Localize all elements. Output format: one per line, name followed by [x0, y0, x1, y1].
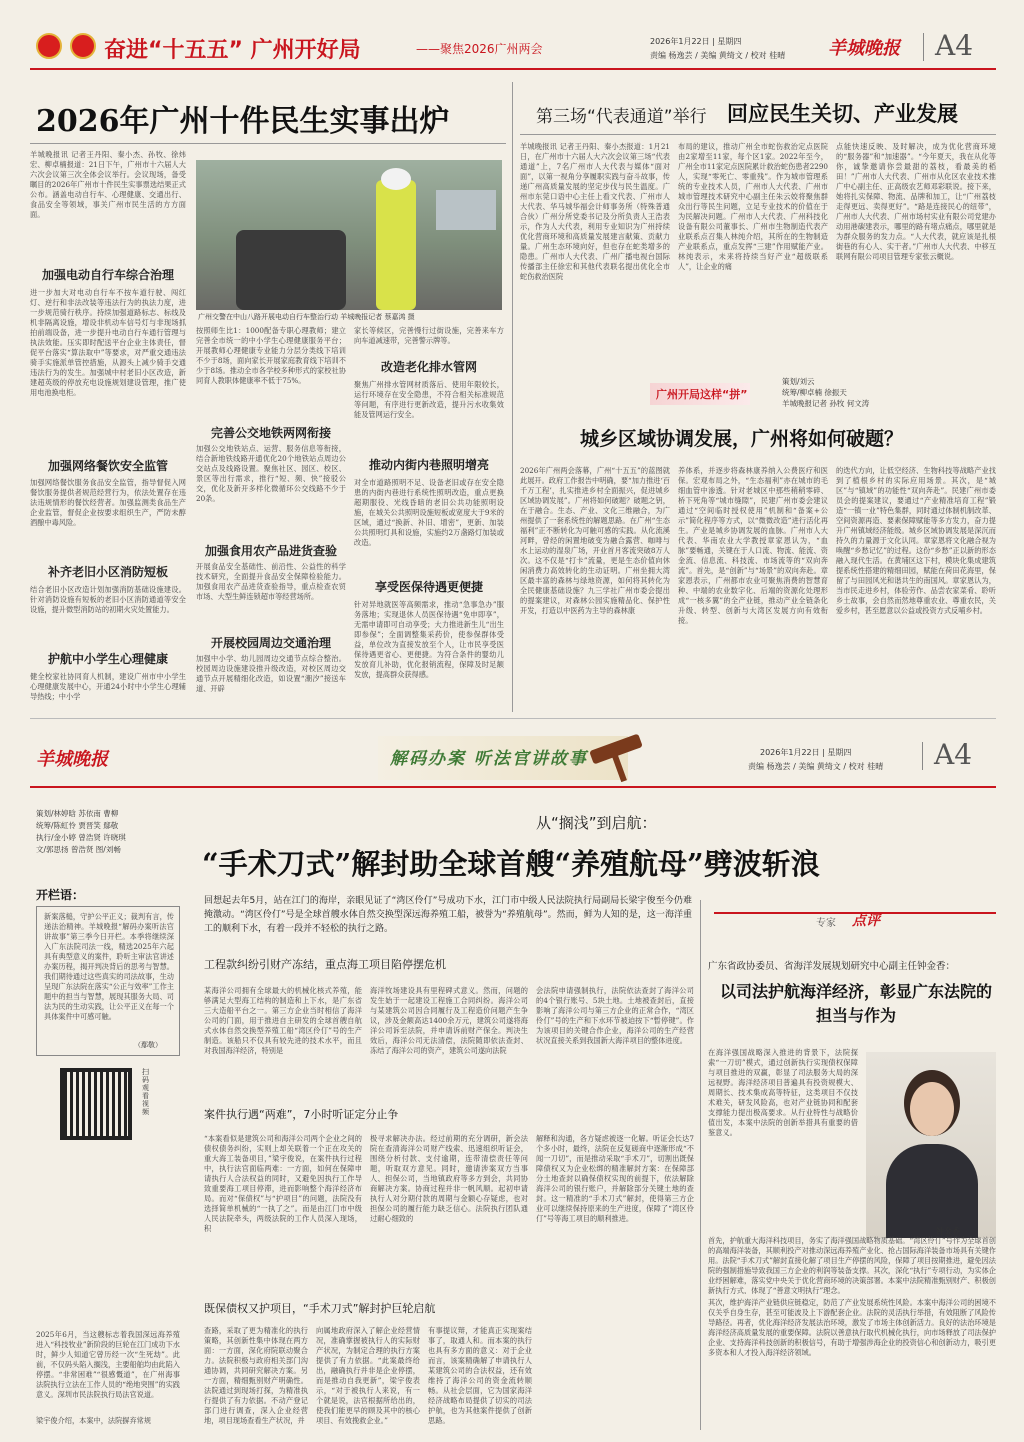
lower-date: 2026年1月22日 | 星期四 [760, 748, 852, 757]
article2-title-right: 回应民生关切、产业发展 [727, 101, 958, 126]
s2-col-2: 极寻求解决办法。经过前期的充分调研，新会法院在查清海洋公司财产线索、迅速组织听证会，围绕分析付款、支付逾期，连带清偿责任等问题，听取双方意见。同时，邀请涉案双方当事人、担保公司，当地镇政府等多方到会，共同协商解决方案。协商过程并非一帆风顺。起初申请执行人对分期付款的周期与金额心存疑虑，也对担保公司的履行能力缺乏信心。法院执行团队通过耐心细致的 [370, 1134, 528, 1223]
header-rule [30, 68, 996, 70]
a1-heading-3: 补齐老旧小区消防短板 [47, 565, 168, 579]
expert-para-1: 在海洋强国战略深入推进的背景下，法院探索“一刀切”模式，通过创新执行实现债权保障与项目推进的双赢，彰显了司法服务大局的深远视野。海洋经济项目普遍具有投资规模大、周期长、技术集成高等特征，这类项目不仅技术难关，研发风险高，也对产业链协同和配套支撑能力提出极高要求。从行业特性与战略价值出发，本案中法院的创新举措具有重要的借鉴意义。 [708, 1048, 858, 1137]
expert-title: 以司法护航海洋经济，彰显广东法院的担当与作为 [719, 982, 992, 1025]
column-divider [512, 82, 513, 712]
a3-col-3: 的迭代方向，让低空经济、生物科技等战略产业找到了植根乡村的实际应用场景。其次，是“城区”与“镇域”的功能性“双向奔赴”。民建广州市委员会的提案建议，要通过“产业精准培育工程”锻造“一镇一业”特色集群，同时通过体制机制改革、空间资源再造、要素保障赋能等多方发力，奋力提升广州镇域经济能级。城乡区域协调发展是深沉而持久的力量源于文化认同。章家恩将文化融合视为唤醒“乡愁记忆”的过程。这份“乡愁”正以新的形态融入现代生活。在黄埔区这下村，模块化集成建筑提系统性搭建的精细田园，赋能在荷田花海里，保留了与田园风光和谐共生的南国风。章家恩认为，当市民走进乡村，体验劳作、品尝农家菜肴、聆听乡土故事，会自然而然地尊重农业、尊重农民，关爱乡村，甚至愿意以公益或投资方式反哺乡村。 [836, 466, 996, 615]
a1-heading-8: 改造老化排水管网 [380, 360, 477, 374]
a1-col2-cont: 按照师生比1：1000配备专职心理教师；建立完善全市统一的中小学生心理健康服务平台；开展教师心理健康专业能力分层分类线下培训不少于8场，面向家长开展家庭教育线下培训不少于8场。推动全市各学校多种形式的家校社协同育人教职体健康率不低于75%。 [196, 326, 346, 385]
s1-col-3: 会法院申请强制执行，法院依法查封了海洋公司的4个银行账号、5块土地。土地被查封后，直接影响了海洋公司与第三方企业的正常合作，“湾区伶仃”号的生产和下水环节被迫按下“暂停键”。作为该项目的关键合作企业，海洋公司的生产经营状况直接关系到我国新大海洋项目的整体进度。 [536, 986, 694, 1045]
article1-title: 2026年广州十件民生实事出炉 [36, 104, 450, 139]
main-headline: “手术刀式”解封助全球首艘“养殖航母”劈波斩浪 [202, 847, 820, 881]
a1-heading-10: 享受医保待遇更便捷 [374, 580, 483, 594]
article1-lead: 羊城晚报讯 记者王丹阳、秦小杰、孙牧、徐炜宏、柳卓楠报道：21日下午，广州市十六届人大六次会议第三次全体会议举行。会议现场，备受瞩目的2026年广州市十件民生实事票选结果正式公布。涵盖电动自行车、心理健康、交通出行、食品安全等领域，事关广州市民生活的方方面面。 [30, 150, 186, 219]
expert-label-a: 专家 [816, 918, 836, 929]
brand-logo: 羊城晚报 [828, 38, 900, 59]
section3-title: 既保债权又护项目，“手术刀式”解封护巨轮启航 [204, 1302, 436, 1315]
a1-para-2: 加强网络餐饮服务食品安全监管，指导督促入网餐饮服务提供者规范经营行为，依法处置存在违法违规情形的餐饮经营者。加强监测类食品生产企业监管，督促企业按要求组织生产，严防未醇酒酿中毒风险。 [30, 478, 186, 527]
a3-col-1: 2026年广州两会落幕，广州“十五五”的蓝图就此展开。政府工作报告中明确，要“加力推进‘百千万工程’，扎实推进乡村全面振兴，促进城乡区域协调发展”。广州将如何破题？破题之钥，在于融合。生态、产业、文化三维融合，为广州提供了一套系统性的解题思路。在广州“生态福利”正不断转化为可触可感的实践。从化流溪河畔，曾经的闲置地破变为融合露营、咖啡与水上运动的湿泉广场，开业首月客流突破8万人次。这不仅是“打卡”流量，更是生态价值向休闲消费力高效转化的生动证明。广州坐拥大湾区最丰富的森林与绿地资源，如何将其转化为全民健康基础设施？九三学社广州市委会提出的提案建议，对森林公园实施精品化、保护性开发，打造以中医药为主导的森林康 [520, 466, 670, 615]
a1-para-8: 聚焦广州排水管网材质落后、使用年限较长，运行环境存在安全隐患，不符合相关标准规范等问题，有序进行更新改造，提升污水收集效能及管网运行安全。 [354, 380, 504, 419]
article1-title-rule [30, 143, 506, 144]
header-emblem-2 [70, 33, 96, 59]
photo-caption: 广州交警在中山八路开展电动自行车整治行动 羊城晚报记者 蔡嘉鸿 摄 [198, 313, 415, 321]
side-credit-line: 文/郭思扬 曾浩贤 图/刘畅 [36, 845, 121, 854]
article2-title-left: 第三场“代表通道”举行 [536, 107, 707, 127]
a1-para-5: 加强公交地铁站点、运营、服务信息等衔接，结合新地铁线路开通优化20个地铁站点周边公交站点及线路设置。聚焦社区、园区、校区、景区等出行需求，推行“短、频、快”接驳公交，优化及新开多样化微循环公交线路不少于20条。 [196, 444, 346, 503]
kaicolumn-label: 开栏语： [36, 888, 85, 902]
expert-name: 钟金香 [936, 1227, 960, 1236]
lower-page-number: A4 [934, 738, 973, 771]
kicker: 从“搁浅”到启航： [536, 814, 657, 832]
lower-separator [30, 718, 996, 719]
s3-col-3: 有事提议辩，才能真正实现案结事了，取通人和。而本案的执行也具有多方面的意义：对于企业而言，该案精确解了申请执行人某建筑公司的合法权益，还有效维持了海洋公司的资金流转顺畅。从社会层面，它为国家海洋经济战略布局提供了切实的司法护航，也为其他案件提供了创新思路。 [428, 1326, 532, 1425]
banner-text: 解码办案 听法官讲故事 [390, 749, 588, 769]
lower-brand-logo: 羊城晚报 [36, 749, 108, 770]
qr-caption: 扫码观看视频 [142, 1068, 149, 1116]
traffic-police-photo [196, 160, 502, 310]
a3-credits: 策划/刘云 统筹/柳卓楠 徐振天 羊城晚报记者 孙牧 何文涛 [782, 377, 870, 408]
a1-heading-2: 加强网络餐饮安全监管 [47, 459, 168, 473]
a1-para-6: 开展食品安全基础性、前沿性、公益性的科学技术研究，全面提升食品安全保障检验能力。加强食用农产品进货查验指导，重点检查农贸市场、大型生鲜连锁超市等经营场所。 [196, 562, 346, 601]
a1-para-3: 结合老旧小区改造计划加强消防基础设施建设。针对消防设施有短板的老旧小区消防通道等安全设施，提升微型消防站的初期火灾处置能力。 [30, 585, 186, 614]
a1-col3-cont: 家长等候区，完善慢行过街设施，完善来车方向车道减速带，完善警示牌等。 [354, 326, 504, 345]
a3-tag: 广州开局这样“拼” [656, 388, 748, 401]
a1-para-4: 健全校家社协同育人机制，建设广州市中小学生心理健康发展中心，开通24小时中小学生心理辅导热线；中小学 [30, 672, 186, 701]
left-bottom-text: 2025年6月，当这艘标志着我国深远海养殖进入“科技牧业”新阶段的巨轮在江门成功下水时，鲜少人知道它曾历经一次“生死劫”。此前，不仅码头陷入搁浅，主要船舶均由此陷入停摆。“非常困难”“很感慨道”，在广州海事法院执行立法在工作人员的“绝地突围”的实践意义。深圳市民法院执行局法官说道。 [36, 1330, 180, 1399]
a1-para-7: 加强中小学、幼儿园周边交通节点综合整治。校园周边设施建设推升级改造，对校区周边交通节点开展精细化改造，如设置“潮汐”接送车道、开辟 [196, 654, 346, 693]
qr-code[interactable] [60, 1068, 132, 1140]
a2-col-3: 点能快速反映、及时解决，成为优化营商环境的“服务器”和“加速器”。“今年夏天，我在从化等你，诚挚邀请你尝最甜的荔枝，看最美的稻田！”广州市人大代表、广州市从化区农业技术推广中心副主任、正高级农艺师邓彩联说。接下来，她将扎实保障、物流、品牌和加工，让“广州荔枝走得更远、卖得更好”。“路是连接民心的纽带”，广州市人大代表、广州市场村实业有限公司党建办动用港碳建表示，哪里的路有堵点痛点，哪里就是为群众服务的发力点。“人大代表，就应该是扎根街巷的有心人、实干者。”广州市人大代表、中移互联网有限公司项目管理专家张云概说。 [836, 142, 996, 261]
a1-heading-4: 护航中小学生心理健康 [47, 652, 168, 666]
side-credits [36, 808, 166, 856]
s3-col-1: 查路，采取了更为精准化的执行策略，其创新性集中体现在两方面：一方面，深化府院联动聚合力。法院积极与政府相关部门沟通协调，共同研究解决方案。另一方面，精细甄别财产明确性。法院通过到现场打探，为精准执行提供了有力依据。不动产登记部门进行调查，深入企业经营地，项目现场查看生产状况，并 [204, 1326, 308, 1425]
a1-para-10: 针对异地就医等高频需求，推动“急事急办”服务落地；实现退休人员医保待遇“免申即享”，无需申请即可自动享受；大力推进新生儿“出生即参保”；全面调整集采药价，使参保群体受益，单位改为直接发放至个人，让市民享受医保待遇更省心、更便捷。为符合条件的婴幼儿发放育儿补助，优化报销流程，保障及时足额发放，提高群众获得感。 [354, 600, 504, 679]
article3-title: 城乡区域协调发展，广州将如何破题？ [580, 428, 904, 450]
a1-heading-6: 加强食用农产品进货查验 [204, 544, 337, 558]
side-credit-line: 策划/林婷晗 苏依南 曹柳 [36, 809, 119, 818]
kaicolumn-text: 新案落槌，守护公平正义；裁判有言，传递法治精神。羊城晚报“解码办案听法官讲故事”第三季今日开栏。本季将继续深入广东法院司法一线，精选2025年六起具有典型意义的案件，聆听主审法官讲述办案历程，揭开判决背后的思考与智慧。我们期待通过这些真实的司法故事，生动呈现广东法院在落实“公正与效率”工作主题中的担当与智慧，展现其服务大局、司法为民的生动实践，让公平正义在每一个具体案件中可感可触。 [44, 912, 174, 1021]
expert-para-2: 首先，护航重大海洋科技项目，务实了海洋强国战略物质基础。“湾区伶仃”号作为全球首创的高端海洋装备，其顺利投产对推动深远海养殖产业化、抢占国际海洋装备市场具有关键作用。法院“手术刀式”解封直接化解了项目生产停摆的风险，保障了项目按期推进，避免因法院的强制措施导致我国三方企业的利润等装备支撑。其次，深化“执行”专项行动，为实体企业纾困解难，落实党中央关于优化营商环境的决策部署。本案中法院精准甄别财产、积极创新执行方式，体现了“善意文明执行”理念。 [708, 1236, 996, 1294]
s1-col-2: 海洋牧场建设具有里程碑式意义。然而，问题的发生始于一起建设工程施工合同纠纷。海洋公司与某建筑公司因合同履行及工程造价问题产生争议，涉及金额高达1400余万元，建筑公司遂将海洋公司诉至法院，并申请诉前财产保全。判决生效后，海洋公司无法清偿，法院随即依法查封、冻结了海洋公司的资产，建筑公司遂向法院 [370, 986, 528, 1055]
s2-col-1: “本案看似是建筑公司和海洋公司两个企业之间的债权债务纠纷，实则上却关联着一个正在攻关的重大海工装备项目，”梁宇俊说，在案件执行过程中，执行法官面临两难：一方面，如何在保障申请执行人合法权益的同时，又避免因执行工作导致重要海工项目停滞，进而影响整个海洋经济布局。而对“保债权”与“护项目”的问题，法院没有选择简单机械的“一执了之”。而是由江门市中级人民法院牵头，两级法院的工作人员深入现场，积 [204, 1134, 362, 1233]
s2-col-3: 解释和沟通，各方疑虑被逐一化解。听证会长达7个多小时，最终，法院在反复磋商中逐渐形成“不闻一刀切”，而是推动采取“手术刀”，切割出既保障债权又为企业松绑的精准解封方案：在保障部分土地查封以确保债权实现的前提下，依法解除海洋公司的银行账户，并解除部分关键土地的查封。这一精准的“手术刀式”解封，使得第三方企业可以继续保持原来的生产进度，保障了“湾区伶仃”号等海工项目的顺利推进。 [536, 1134, 694, 1223]
a1-heading-5: 完善公交地铁两网衔接 [210, 426, 331, 440]
section1-title: 工程款纠纷引财产冻结，重点海工项目陷停摆危机 [204, 958, 446, 971]
expert-label-b: 点评 [852, 913, 880, 929]
s1-col-1: 某海洋公司拥有全球最大的机械化核式养殖，能够满足大型海工结构的制造和上下水，是广东省三大造船平台之一。第三方企业当时相信了海洋公司的门面，用于推进自主研发的全球首艘自航式水体自然交换型养殖工船“湾区伶仃”号的生产制造。该船只不仅具有较先进的技术水平，而且对我国海洋经济，特别是 [204, 986, 362, 1055]
a3-col-2: 养体系，并逐步将森林康养纳入公费医疗和医保。宏观布局之外，“生态福利”亦在城市的毛细血管中渗透。针对老城区中那些稍稍零碎、桥下死角等“城市缝隙”，民建广州市委会建议通过“空间临时授权使用”机制和“备案+公示”简化程序等方式，以“微微改造”进行活化再生。产业是城乡协调发展的血脉。广州市人大代表、华南农业大学教授章家恩认为，“血脉”要畅通，关键在于人口流、物流、能流、资金流、信息流、科技流、市场流等的“双向奔流”。首先，是“创新”与“场景”的双向奔赴。章家恩表示，广州都市农业可聚焦消费的智慧育种、中端的农业数字化、后端的资源化处理形成“一核多翼”的全产业链，推动产业全链条化升级、转型、创新与大湾区发展方向有效衔接。 [678, 466, 828, 625]
a1-para-1: 进一步加大对电动自行车不按车道行驶、闯红灯、逆行和非法改装等违法行为的执法力度，进一步规范骑行秩序。持续加强道路标志、标线及机非隔离设施，增设非机动车信号灯与非现场抓拍前端设备，进一步提升电动自行车通行管理与执法效能。压实即时配送平台企业主体责任，督促平台落实“算法取中”等要求，对严重交通违法骑手实施派单管控措施，从源头上减少骑手交通违法行为的发生。加强城中村老旧小区改造，新建超英级的停放充电设施规划建设管理，推广使用电池换电柜。 [30, 288, 186, 397]
expert-org: 广东省政协委员、省海洋发展规划研究中心副主任钟金香： [708, 961, 956, 972]
header-divider [923, 33, 924, 61]
header-subtitle: ——聚焦2026广州两会 [416, 42, 543, 56]
article2-rule [520, 134, 996, 135]
expert-photo [866, 1052, 996, 1238]
lower-credits: 责编 杨逸芸 / 美编 黄绮文 / 校对 桂晴 [748, 762, 884, 771]
header-date: 2026年1月22日 | 星期四 [650, 37, 742, 46]
slogan-left: 奋进“十五五” [104, 38, 243, 63]
section2-title: 案件执行遇“两难”，7小时听证定分止争 [204, 1108, 399, 1121]
expert-divider [700, 900, 701, 1430]
side-credit-line: 执行/金小婷 曾浩贤 许晓琪 [36, 833, 126, 842]
a1-heading-1: 加强电动自行车综合治理 [41, 268, 174, 282]
kaicolumn-sign: （鄢敬） [134, 1041, 162, 1049]
lower-header-rule [30, 786, 996, 788]
a2-col-1: 羊城晚报讯 记者王丹阳、秦小杰报道：1月21日，在广州市十六届人大六次会议第三场“代表通道”上，7名广州市人大代表与媒体“面对面”，以第一视角分享履职实践与奋斗故事，传递广州高质量发展的坚定步伐与民生温度。广州市东莞口语中心主任上看文代表、广州市人大代表、华马城华福会计师事务所（特殊普通合伙）广州分所党委书记及分所负责人王浩表示，作为人大代表，利用专业知识为广州持续优化营商环境和高质量发展建言献策、贡献力量。广州生态环境向好，但也存在蛇类增多的隐患。广州市人大代表、广州广播电视台国际传播部主任徐宏和其他代表联名提出优化全市蛇伤救治医院 [520, 142, 670, 281]
header-credits: 责编 杨逸芸 / 美编 黄绮文 / 校对 桂晴 [650, 51, 786, 60]
a1-para-9: 对全市道路照明不足、设备老旧或存在安全隐患的内街内巷进行系统性照明改造，重点更换超期服役、光线昏暗的老旧公共功能照明设施，在城关公共照明设施短板或宽度大于9米的区域，通过“换新、补旧、增密”，更新、加装公共照明灯具和设施，实施约2万盏路灯加装或改造。 [354, 478, 504, 547]
header-emblem-1 [36, 33, 62, 59]
a1-heading-7: 开展校园周边交通治理 [210, 636, 331, 650]
slogan-right: 广州开好局 [250, 38, 361, 63]
s3-col-0: 梁宇俊介绍，本案中，法院摒弃常规 [36, 1416, 152, 1425]
a2-col-2: 布局的建议，推动广州全市蛇伤救治定点医院由2家增至11家，每个区1家。2022年至今，广州全市11家定点医院累计救治蛇伤患者2290人，实现“零死亡、零重残”。作为城市管理系统的专业技术人员，广州市人大代表、广州市城市管理技术研究中心副主任朱云姣将聚焦群众出行等民生问题，立足专业技术的价值在于为民解决问题。广州市人大代表、广州科技化设备有限公司董事长、广州市生物制造代表产业联系点召集人林纯介绍，其所在的生物制造产业联系点，重点发挥“三建”作用赋能产业。林纯表示，未来将持续当好产业“超级联系人”，让企业的痛 [678, 142, 828, 271]
s3-col-2: 向属地政府深入了解企业经营情况，准确掌握被执行人的实际财产状况，为制定合理的执行方案提供了有力依据。“此案最终给出，融确执行并非是企业停摆，而是推动自我更新”，梁宇俊表示，“对于被执行人来说，有一个就是说，法官根据所给出的，使我们能更早的顾及其中的核心项目、有效挽救企业。” [316, 1326, 420, 1425]
a1-heading-9: 推动内街内巷照明增亮 [368, 458, 489, 472]
expert-para-3: 其次，维护海洋产业链供应链稳定，防范了产业发展系统性风险。本案中海洋公司的困境不仅关乎自身生存，甚至可能波及上下游配套企业。法院的灵活执行举措，有效阻断了风险传导路径。再者，优化海洋经济发展法治环境，激发了市场主体创新活力。良好的法治环境是海洋经济高质量发展的重要保障。法院以善意执行取代机械化执行，向市场释放了司法保护企业、支持海洋科技创新的积极信号，有助于增强涉海企业的投资信心和创新动力，吸引更多资本和人才投入海洋经济领域。 [708, 1298, 996, 1357]
intro-paragraph: 回想起去年5月，站在江门的海岸，亲眼见证了“湾区伶仃”号成功下水，江门市中级人民法院执行局副局长梁宇俊至今仍难掩激动。“湾区伶仃”号是全球首艘水体自然交换型深远海养殖工船，被誉为“养殖航母”。然而，鲜为人知的是，这一海洋重工的顺利下水，有着一段并不轻松的执行之路。 [204, 896, 692, 934]
lower-divider [922, 742, 923, 770]
header-slogan [104, 33, 361, 64]
page-number: A4 [935, 29, 974, 62]
side-credit-line: 统筹/陈虹怜 贾晋笑 鄢敬 [36, 821, 119, 830]
